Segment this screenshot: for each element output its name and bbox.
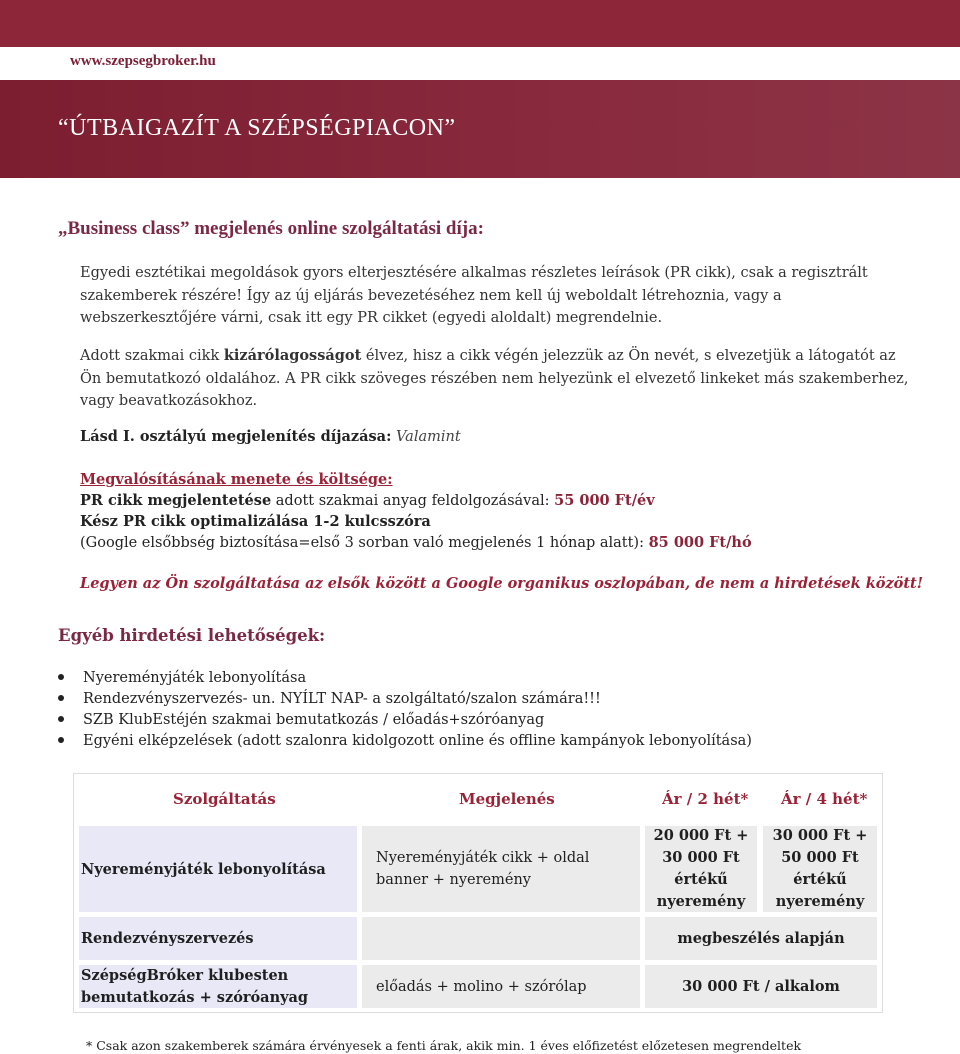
other-options-heading: Egyéb hirdetési lehetőségek: — [58, 626, 326, 645]
table-header-price-4w: Ár / 4 hét* — [781, 790, 868, 808]
table-cell-service — [79, 917, 357, 960]
cell-text: 30 000 Ft + 50 000 Ft értékű nyeremény — [772, 827, 868, 910]
see-also-value: Valamint — [396, 429, 461, 445]
exclusivity-bold: kizárólagosságot — [223, 347, 362, 364]
list-item — [58, 710, 752, 731]
pr-article-text: adott szakmai anyag feldolgozásával: — [271, 493, 555, 509]
table-header-service: Szolgáltatás — [173, 790, 276, 808]
optimization-line — [80, 513, 431, 530]
google-priority-price: 85 000 Ft/hó — [648, 534, 752, 551]
cell-text: előadás + molino + szórólap — [376, 978, 587, 995]
table-cell-appearance — [362, 965, 640, 1008]
cell-text: Rendezvényszervezés — [81, 930, 254, 947]
table-header-appearance: Megjelenés — [459, 790, 555, 808]
google-priority-text: (Google elsőbbség biztosítása=első 3 sorban való megjelenés 1 hónap alatt): — [80, 535, 649, 551]
table-cell-appearance — [362, 826, 640, 912]
cell-text: 30 000 Ft / alkalom — [682, 978, 840, 995]
footnote: * Csak azon szakemberek számára érvényesek a fenti árak, akik min. 1 éves előfizetést előzetesen megrendeltek — [86, 1038, 802, 1053]
pr-article-price: 55 000 Ft/év — [554, 492, 655, 509]
list-item — [58, 689, 752, 710]
table-cell-price-4w — [763, 826, 877, 912]
table-cell-service — [79, 965, 357, 1008]
list-item-text: Egyéni elképzelések (adott szalonra kidolgozott online és offline kampányok lebonyolítása) — [83, 733, 752, 749]
intro-paragraph: Egyedi esztétikai megoldások gyors elterjesztésére alkalmas részletes leírások (PR cikk), csak a regisztrált szakemberek részére! Így az új eljárás bevezetéséhez nem kell új weboldalt létrehoznia, vagy a webszerkesztőjére várni, csak itt egy PR cikket (egyedi aloldalt) megrendelnie. — [80, 265, 868, 326]
pr-article-line — [80, 492, 655, 509]
table-cell-price-2w — [645, 826, 757, 912]
cell-text: Nyereményjáték cikk + oldal banner + nyeremény — [376, 850, 590, 888]
see-also-line — [80, 428, 461, 445]
list-item-text: Rendezvényszervezés- un. NYÍLT NAP- a szolgáltató/szalon számára!!! — [83, 691, 601, 707]
bullet-icon — [58, 674, 64, 680]
optimization-bold: Kész PR cikk optimalizálása 1-2 kulcsszóra — [80, 513, 431, 530]
list-item-text: Nyereményjáték lebonyolítása — [83, 670, 307, 686]
business-class-heading: „Business class” megjelenés online szolgáltatási díja: — [58, 218, 484, 239]
google-priority-line — [80, 534, 752, 551]
page-title: “ÚTBAIGAZÍT A SZÉPSÉGPIACON” — [58, 115, 456, 141]
bullet-icon — [58, 716, 64, 722]
slogan: Legyen az Ön szolgáltatása az elsők között a Google organikus oszlopában, de nem a hirdetések között! — [80, 575, 924, 592]
cost-heading: Megvalósításának menete és költsége: — [80, 471, 393, 488]
cell-text: megbeszélés alapján — [677, 930, 845, 947]
exclusivity-text-b: élvez, hisz a cikk végén jelezzük az Ön nevét, s elvezetjük a látogatót az Ön bemutatkozó oldalához. A PR cikk szöveges részében nem helyezünk el elvezető linkeket más szakemberhez, vagy beavatkozásokhoz. — [80, 348, 909, 409]
table-cell-appearance — [362, 917, 640, 960]
exclusivity-text-a: Adott szakmai cikk — [80, 348, 224, 364]
list-item-text: SZB KlubEstéjén szakmai bemutatkozás / előadás+szóróanyag — [83, 712, 545, 728]
list-item — [58, 731, 752, 752]
top-color-bar — [0, 0, 960, 47]
cell-text: SzépségBróker klubesten bemutatkozás + szóróanyag — [81, 966, 309, 1006]
cell-text: 20 000 Ft + 30 000 Ft értékű nyeremény — [653, 827, 749, 910]
bullet-icon — [58, 695, 64, 701]
cell-text: Nyereményjáték lebonyolítása — [81, 860, 326, 878]
other-options-list — [58, 668, 752, 752]
table-header-price-2w: Ár / 2 hét* — [662, 790, 749, 808]
bullet-icon — [58, 737, 64, 743]
table-cell-price — [645, 917, 877, 960]
site-url-link[interactable]: www.szepsegbroker.hu — [70, 53, 216, 69]
table-cell-service — [79, 826, 357, 912]
see-also-label: Lásd I. osztályú megjelenítés díjazása: — [80, 428, 392, 445]
pr-article-bold: PR cikk megjelentetése — [80, 492, 272, 509]
table-cell-price — [645, 965, 877, 1008]
list-item — [58, 668, 752, 689]
exclusivity-paragraph — [80, 345, 910, 413]
